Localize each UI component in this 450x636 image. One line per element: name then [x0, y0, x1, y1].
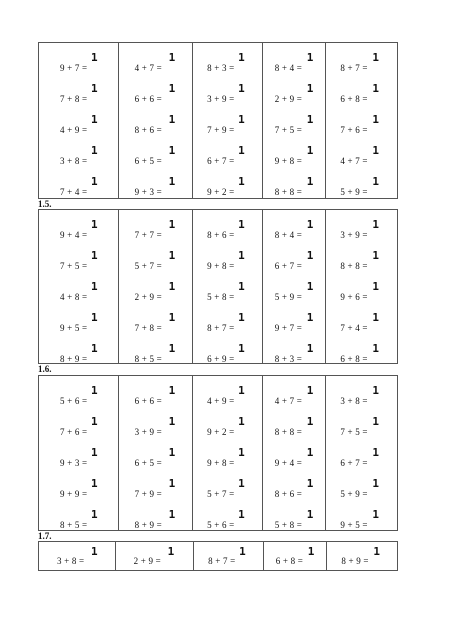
addition-expression: 6 + 5 =	[134, 458, 162, 468]
exercise-cell	[263, 443, 326, 474]
addition-expression: 5 + 7 =	[134, 261, 162, 271]
exercise-cell	[263, 141, 326, 172]
addition-expression: 7 + 6 =	[60, 427, 88, 437]
handwritten-answer: 1	[168, 280, 176, 293]
handwritten-answer: 1	[372, 51, 380, 64]
addition-expression: 8 + 8 =	[274, 427, 303, 437]
addition-expression: 5 + 9 =	[340, 187, 368, 197]
exercise-cell	[193, 474, 262, 505]
exercise-cell	[119, 277, 193, 308]
addition-expression: 7 + 5 =	[274, 125, 303, 135]
exercise-cell	[263, 474, 326, 505]
handwritten-answer: 1	[306, 311, 314, 324]
handwritten-answer: 1	[306, 384, 314, 397]
handwritten-answer: 1	[239, 545, 246, 558]
exercise-cell	[193, 48, 262, 79]
handwritten-answer: 1	[372, 311, 380, 324]
handwritten-answer: 1	[168, 51, 176, 64]
handwritten-answer: 1	[306, 51, 314, 64]
addition-expression: 6 + 5 =	[134, 156, 162, 166]
exercise-cell	[193, 308, 262, 339]
grid-column	[193, 43, 263, 198]
addition-expression: 6 + 6 =	[134, 94, 162, 104]
handwritten-answer: 1	[306, 508, 314, 521]
addition-expression: 9 + 6 =	[340, 292, 368, 302]
addition-expression: 9 + 3 =	[134, 187, 162, 197]
handwritten-answer: 1	[168, 384, 176, 397]
exercise-cell	[193, 339, 262, 370]
grid-column	[263, 210, 327, 363]
addition-expression: 8 + 9 =	[60, 354, 88, 364]
handwritten-answer: 1	[306, 342, 314, 355]
addition-expression: 6 + 7 =	[207, 156, 235, 166]
handwritten-answer: 1	[238, 415, 245, 428]
grid-column	[39, 542, 116, 570]
exercise-cell	[264, 542, 327, 570]
handwritten-answer: 1	[91, 113, 98, 126]
addition-expression: 4 + 7 =	[274, 396, 303, 406]
grid-column	[194, 542, 264, 570]
addition-expression: 4 + 7 =	[134, 63, 162, 73]
grid-column	[39, 210, 119, 363]
addition-expression: 8 + 5 =	[134, 354, 162, 364]
handwritten-answer: 1	[238, 384, 245, 397]
addition-expression: 9 + 4 =	[60, 230, 88, 240]
handwritten-answer: 1	[91, 342, 98, 355]
handwritten-answer: 1	[306, 218, 314, 231]
addition-expression: 9 + 3 =	[60, 458, 88, 468]
section-label: 1.7.	[38, 531, 52, 541]
exercise-cell	[263, 172, 326, 203]
handwritten-answer: 1	[372, 508, 380, 521]
exercise-cell	[119, 48, 193, 79]
handwritten-answer: 1	[168, 249, 176, 262]
addition-expression: 4 + 9 =	[60, 125, 88, 135]
handwritten-answer: 1	[168, 477, 176, 490]
grid-column	[263, 43, 327, 198]
exercise-cell	[119, 172, 193, 203]
addition-expression: 3 + 9 =	[207, 94, 235, 104]
handwritten-answer: 1	[238, 477, 245, 490]
handwritten-answer: 1	[91, 508, 98, 521]
addition-expression: 7 + 5 =	[60, 261, 88, 271]
handwritten-answer: 1	[373, 545, 381, 558]
addition-expression: 5 + 6 =	[207, 520, 235, 530]
handwritten-answer: 1	[306, 113, 314, 126]
addition-expression: 8 + 4 =	[274, 63, 303, 73]
addition-expression: 8 + 7 =	[340, 63, 368, 73]
addition-expression: 8 + 6 =	[274, 489, 303, 499]
handwritten-answer: 1	[372, 175, 380, 188]
addition-expression: 2 + 9 =	[133, 556, 161, 566]
exercise-cell	[193, 443, 262, 474]
exercise-cell	[326, 48, 397, 79]
exercise-cell	[326, 277, 397, 308]
handwritten-answer: 1	[238, 342, 245, 355]
handwritten-answer: 1	[372, 446, 380, 459]
grid-column	[327, 542, 397, 570]
exercise-cell	[119, 79, 193, 110]
exercise-cell	[193, 110, 262, 141]
addition-expression: 4 + 8 =	[60, 292, 88, 302]
addition-expression: 3 + 9 =	[340, 230, 368, 240]
grid-column	[39, 376, 119, 530]
addition-expression: 9 + 2 =	[207, 427, 235, 437]
exercise-cell	[39, 110, 118, 141]
addition-expression: 7 + 7 =	[134, 230, 162, 240]
addition-expression: 7 + 4 =	[60, 187, 88, 197]
exercise-cell	[326, 215, 397, 246]
exercise-cell	[119, 215, 193, 246]
exercise-cell	[326, 443, 397, 474]
handwritten-answer: 1	[91, 82, 98, 95]
addition-expression: 5 + 9 =	[274, 292, 303, 302]
addition-expression: 3 + 9 =	[134, 427, 162, 437]
handwritten-answer: 1	[91, 51, 98, 64]
exercise-cell	[119, 339, 193, 370]
addition-expression: 4 + 7 =	[340, 156, 368, 166]
handwritten-answer: 1	[306, 280, 314, 293]
handwritten-answer: 1	[91, 218, 98, 231]
handwritten-answer: 1	[238, 175, 245, 188]
exercise-cell	[193, 505, 262, 536]
exercise-cell	[193, 141, 262, 172]
handwritten-answer: 1	[238, 218, 245, 231]
handwritten-answer: 1	[168, 446, 176, 459]
exercise-grid-2	[38, 209, 398, 364]
addition-expression: 6 + 7 =	[340, 458, 368, 468]
handwritten-answer: 1	[372, 144, 380, 157]
exercise-cell	[119, 141, 193, 172]
exercise-grid-1	[38, 42, 398, 199]
exercise-cell	[193, 172, 262, 203]
grid-column	[116, 542, 195, 570]
handwritten-answer: 1	[238, 311, 245, 324]
handwritten-answer: 1	[168, 218, 176, 231]
grid-column	[326, 43, 397, 198]
handwritten-answer: 1	[168, 113, 176, 126]
exercise-cell	[39, 215, 118, 246]
grid-column	[326, 376, 397, 530]
handwritten-answer: 1	[306, 249, 314, 262]
addition-expression: 9 + 8 =	[207, 458, 235, 468]
handwritten-answer: 1	[307, 545, 315, 558]
addition-expression: 8 + 3 =	[274, 354, 303, 364]
exercise-cell	[326, 381, 397, 412]
exercise-cell	[326, 110, 397, 141]
exercise-cell	[119, 246, 193, 277]
handwritten-answer: 1	[238, 249, 245, 262]
exercise-cell	[326, 412, 397, 443]
grid-column	[119, 210, 194, 363]
addition-expression: 8 + 4 =	[274, 230, 303, 240]
exercise-cell	[326, 474, 397, 505]
handwritten-answer: 1	[91, 175, 98, 188]
grid-column	[39, 43, 119, 198]
exercise-cell	[193, 215, 262, 246]
exercise-cell	[39, 79, 118, 110]
handwritten-answer: 1	[238, 51, 245, 64]
addition-expression: 2 + 9 =	[274, 94, 303, 104]
exercise-cell	[39, 308, 118, 339]
exercise-cell	[39, 246, 118, 277]
handwritten-answer: 1	[372, 218, 380, 231]
handwritten-answer: 1	[372, 384, 380, 397]
addition-expression: 3 + 8 =	[340, 396, 368, 406]
addition-expression: 9 + 8 =	[274, 156, 303, 166]
addition-expression: 9 + 5 =	[340, 520, 368, 530]
addition-expression: 9 + 8 =	[207, 261, 235, 271]
exercise-cell	[39, 48, 118, 79]
exercise-cell	[119, 474, 193, 505]
grid-column	[263, 376, 327, 530]
addition-expression: 6 + 8 =	[275, 556, 304, 566]
handwritten-answer: 1	[238, 508, 245, 521]
handwritten-answer: 1	[168, 415, 176, 428]
exercise-cell	[119, 308, 193, 339]
section-label: 1.6.	[38, 364, 52, 374]
handwritten-answer: 1	[168, 311, 176, 324]
exercise-cell	[326, 141, 397, 172]
grid-column	[264, 542, 328, 570]
addition-expression: 6 + 9 =	[207, 354, 235, 364]
grid-column	[193, 376, 263, 530]
section-label: 1.5.	[38, 199, 52, 209]
handwritten-answer: 1	[372, 82, 380, 95]
exercise-cell	[326, 308, 397, 339]
exercise-cell	[119, 381, 193, 412]
handwritten-answer: 1	[372, 477, 380, 490]
exercise-cell	[119, 443, 193, 474]
handwritten-answer: 1	[91, 446, 98, 459]
exercise-cell	[263, 381, 326, 412]
addition-expression: 8 + 6 =	[207, 230, 235, 240]
handwritten-answer: 1	[372, 342, 380, 355]
handwritten-answer: 1	[306, 477, 314, 490]
handwritten-answer: 1	[168, 175, 176, 188]
exercise-cell	[263, 215, 326, 246]
exercise-cell	[263, 339, 326, 370]
grid-column	[119, 376, 194, 530]
addition-expression: 7 + 9 =	[134, 489, 162, 499]
handwritten-answer: 1	[168, 508, 176, 521]
exercise-cell	[327, 542, 397, 570]
grid-column	[119, 43, 194, 198]
addition-expression: 6 + 7 =	[274, 261, 303, 271]
exercise-cell	[39, 542, 115, 570]
grid-column	[193, 210, 263, 363]
exercise-cell	[263, 412, 326, 443]
exercise-cell	[263, 79, 326, 110]
exercise-cell	[326, 79, 397, 110]
exercise-cell	[326, 172, 397, 203]
handwritten-answer: 1	[238, 82, 245, 95]
exercise-cell	[193, 246, 262, 277]
handwritten-answer: 1	[167, 545, 175, 558]
handwritten-answer: 1	[372, 249, 380, 262]
addition-expression: 6 + 6 =	[134, 396, 162, 406]
addition-expression: 5 + 8 =	[274, 520, 303, 530]
handwritten-answer: 1	[91, 545, 98, 558]
handwritten-answer: 1	[168, 82, 176, 95]
addition-expression: 2 + 9 =	[134, 292, 162, 302]
handwritten-answer: 1	[238, 144, 245, 157]
addition-expression: 7 + 9 =	[207, 125, 235, 135]
handwritten-answer: 1	[91, 311, 98, 324]
addition-expression: 6 + 8 =	[340, 94, 368, 104]
exercise-cell	[263, 505, 326, 536]
exercise-cell	[263, 277, 326, 308]
addition-expression: 9 + 2 =	[207, 187, 235, 197]
addition-expression: 3 + 8 =	[60, 156, 88, 166]
handwritten-answer: 1	[306, 446, 314, 459]
addition-expression: 8 + 5 =	[60, 520, 88, 530]
handwritten-answer: 1	[238, 280, 245, 293]
handwritten-answer: 1	[91, 384, 98, 397]
exercise-cell	[119, 412, 193, 443]
handwritten-answer: 1	[168, 342, 176, 355]
addition-expression: 8 + 3 =	[207, 63, 235, 73]
addition-expression: 9 + 5 =	[60, 323, 88, 333]
handwritten-answer: 1	[238, 113, 245, 126]
handwritten-answer: 1	[306, 82, 314, 95]
exercise-cell	[39, 141, 118, 172]
addition-expression: 4 + 9 =	[207, 396, 235, 406]
addition-expression: 9 + 7 =	[60, 63, 88, 73]
addition-expression: 8 + 7 =	[207, 323, 235, 333]
exercise-cell	[39, 412, 118, 443]
exercise-cell	[326, 339, 397, 370]
exercise-cell	[194, 542, 263, 570]
handwritten-answer: 1	[91, 280, 98, 293]
grid-column	[326, 210, 397, 363]
addition-expression: 6 + 8 =	[340, 354, 368, 364]
handwritten-answer: 1	[306, 175, 314, 188]
exercise-cell	[263, 110, 326, 141]
addition-expression: 7 + 5 =	[340, 427, 368, 437]
handwritten-answer: 1	[91, 249, 98, 262]
handwritten-answer: 1	[372, 280, 380, 293]
exercise-cell	[39, 277, 118, 308]
addition-expression: 8 + 9 =	[134, 520, 162, 530]
handwritten-answer: 1	[372, 415, 380, 428]
addition-expression: 8 + 7 =	[208, 556, 236, 566]
exercise-cell	[193, 79, 262, 110]
exercise-cell	[119, 110, 193, 141]
addition-expression: 8 + 8 =	[274, 187, 303, 197]
addition-expression: 7 + 6 =	[340, 125, 368, 135]
addition-expression: 5 + 8 =	[207, 292, 235, 302]
exercise-cell	[326, 246, 397, 277]
exercise-cell	[39, 474, 118, 505]
handwritten-answer: 1	[91, 415, 98, 428]
addition-expression: 5 + 9 =	[340, 489, 368, 499]
handwritten-answer: 1	[91, 477, 98, 490]
addition-expression: 9 + 4 =	[274, 458, 303, 468]
exercise-cell	[263, 308, 326, 339]
addition-expression: 8 + 8 =	[340, 261, 368, 271]
addition-expression: 8 + 9 =	[341, 556, 369, 566]
handwritten-answer: 1	[372, 113, 380, 126]
handwritten-answer: 1	[91, 144, 98, 157]
addition-expression: 7 + 8 =	[60, 94, 88, 104]
exercise-cell	[263, 48, 326, 79]
exercise-cell	[39, 443, 118, 474]
exercise-cell	[39, 381, 118, 412]
exercise-cell	[119, 505, 193, 536]
addition-expression: 8 + 6 =	[134, 125, 162, 135]
addition-expression: 9 + 7 =	[274, 323, 303, 333]
handwritten-answer: 1	[306, 144, 314, 157]
exercise-cell	[193, 412, 262, 443]
exercise-grid-4	[38, 541, 398, 571]
exercise-cell	[263, 246, 326, 277]
exercise-cell	[326, 505, 397, 536]
exercise-cell	[193, 381, 262, 412]
handwritten-answer: 1	[168, 144, 176, 157]
addition-expression: 7 + 4 =	[340, 323, 368, 333]
addition-expression: 5 + 6 =	[60, 396, 88, 406]
exercise-cell	[116, 542, 194, 570]
handwritten-answer: 1	[238, 446, 245, 459]
addition-expression: 5 + 7 =	[207, 489, 235, 499]
addition-expression: 3 + 8 =	[57, 556, 85, 566]
addition-expression: 7 + 8 =	[134, 323, 162, 333]
addition-expression: 9 + 9 =	[60, 489, 88, 499]
exercise-grid-3	[38, 375, 398, 531]
exercise-cell	[193, 277, 262, 308]
handwritten-answer: 1	[306, 415, 314, 428]
